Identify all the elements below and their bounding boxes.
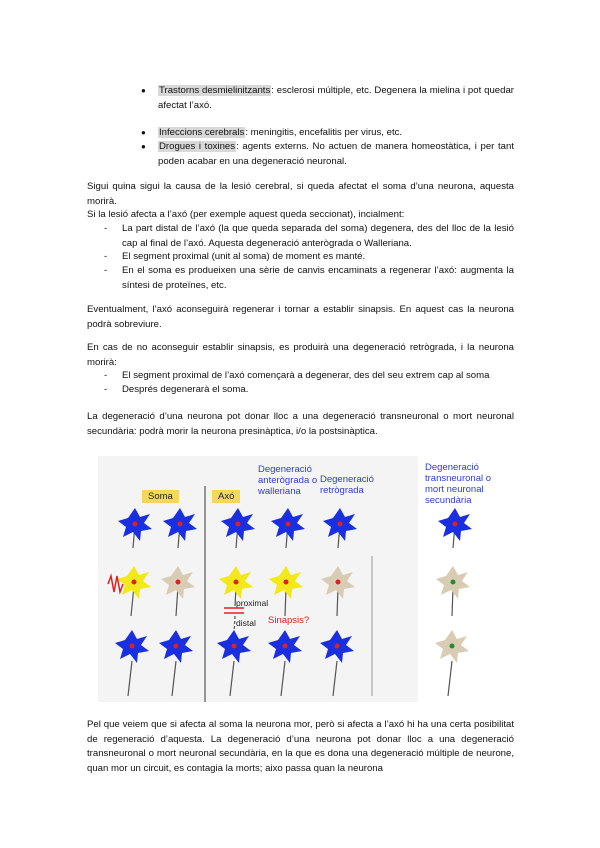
label-transneuronal: Degeneració transneuronal o mort neuronal secundària xyxy=(425,462,492,506)
paragraph-conclusion: Pel que veiem que si afecta al soma la neurona mor, però si afecta a l’axó hi ha una certa posibilitat de regeneració d’aquesta. La degeneració d’una neurona pot donar lloc a una degeneració transneuronal o mort neuronal secundària, en la que es dona una degeneració múltiple de neurone, quan mor un circuit, es contagia la morts; aixo passa quan la neurona xyxy=(87,719,514,774)
bullet-text: : esclerosi múltiple, etc. Degenera la mielina i pot quedar afectat l’axó. xyxy=(158,85,514,111)
list-item-proximal: - El segment proximal (unit al soma) de moment es manté. xyxy=(104,251,366,262)
bullet-dot-icon: ● xyxy=(141,86,146,95)
bullet-dot-icon: ● xyxy=(141,128,146,137)
bullet-term: Trastorns desmielinitzants xyxy=(159,85,271,96)
list-item-soma-degenerates: - Després degenerarà el soma. xyxy=(104,384,249,395)
list-item-text: El segment proximal (unit al soma) de moment es manté. xyxy=(122,251,366,262)
bullet-text: : agents externs. No actuen de manera homeostàtica, i per tant poden acabar en una degeneració neuronal. xyxy=(158,141,514,167)
list-item-distal: - La part distal de l’axó (la que queda separada del soma) degenera, des del lloc de la lesió cap al final de l’axó. Aquesta degeneració anterògrada o Walleriana. xyxy=(104,223,514,249)
neuron-degeneration-figure xyxy=(98,456,518,702)
bullet-term: Drogues i toxines xyxy=(159,141,236,152)
label-distal: distal xyxy=(236,618,256,628)
list-item-proximal-degenerates: - El segment proximal de l’axó començarà a degenerar, des del seu extrem cap al soma xyxy=(104,370,490,381)
paragraph-transneuronal: La degeneració d’una neurona pot donar lloc a una degeneració transneuronal o mort neuronal secundària: podrà morir la neurona presinàptica, i/o la postsinàptica. xyxy=(87,411,514,437)
label-sinapsis: Sinapsis? xyxy=(268,615,310,626)
list-item-text: En el soma es produeixen una sèrie de canvis encaminats a regenerar l’axó: augmenta la síntesi de proteïnes, etc. xyxy=(122,265,514,291)
label-soma: Soma xyxy=(142,490,179,503)
label-axo: Axó xyxy=(212,490,240,503)
paragraph-regeneration: Eventualment, l’axó aconseguirà regenerar i tornar a establir sinapsis. En aquest cas la neurona podrà sobreviure. xyxy=(87,304,514,330)
list-item-soma-changes: - En el soma es produeixen una sèrie de canvis encaminats a regenerar l’axó: augmenta la síntesi de proteïnes, etc. xyxy=(104,265,514,291)
bullet-drugs xyxy=(141,140,514,169)
paragraph-axon-damage: Si la lesió afecta a l’axó (per exemple aquest queda seccionat), incialment: xyxy=(87,209,405,220)
bullet-dot-icon: ● xyxy=(141,142,146,151)
bullet-infections xyxy=(141,126,514,141)
paragraph-soma-damage: Sigui quina sigui la causa de la lesió cerebral, si queda afectat el soma d’una neurona, aquesta morirà. xyxy=(87,181,514,207)
bullet-term: Infeccions cerebrals xyxy=(159,127,245,138)
bullet-text: : meningitis, encefalitis per virus, etc. xyxy=(245,127,403,138)
list-item-text: Després degenerarà el soma. xyxy=(122,384,249,395)
list-item-text: La part distal de l’axó (la que queda separada del soma) degenera, des del lloc de la lesió cap al final de l’axó. Aquesta degeneració anterògrada o Walleriana. xyxy=(122,223,514,249)
label-retrograde: Degeneració retrògrada xyxy=(320,474,374,496)
paragraph-retrograde: En cas de no aconseguir establir sinapsis, es produirà una degeneració retrògrada, i la neurona morirà: xyxy=(87,342,514,368)
list-item-text: El segment proximal de l’axó començarà a degenerar, des del seu extrem cap al soma xyxy=(122,370,490,381)
label-proximal: proximal xyxy=(236,598,269,608)
bullet-demyelinating xyxy=(141,84,514,113)
label-anterograde: Degeneració anterògrada o walleriana xyxy=(258,464,318,497)
